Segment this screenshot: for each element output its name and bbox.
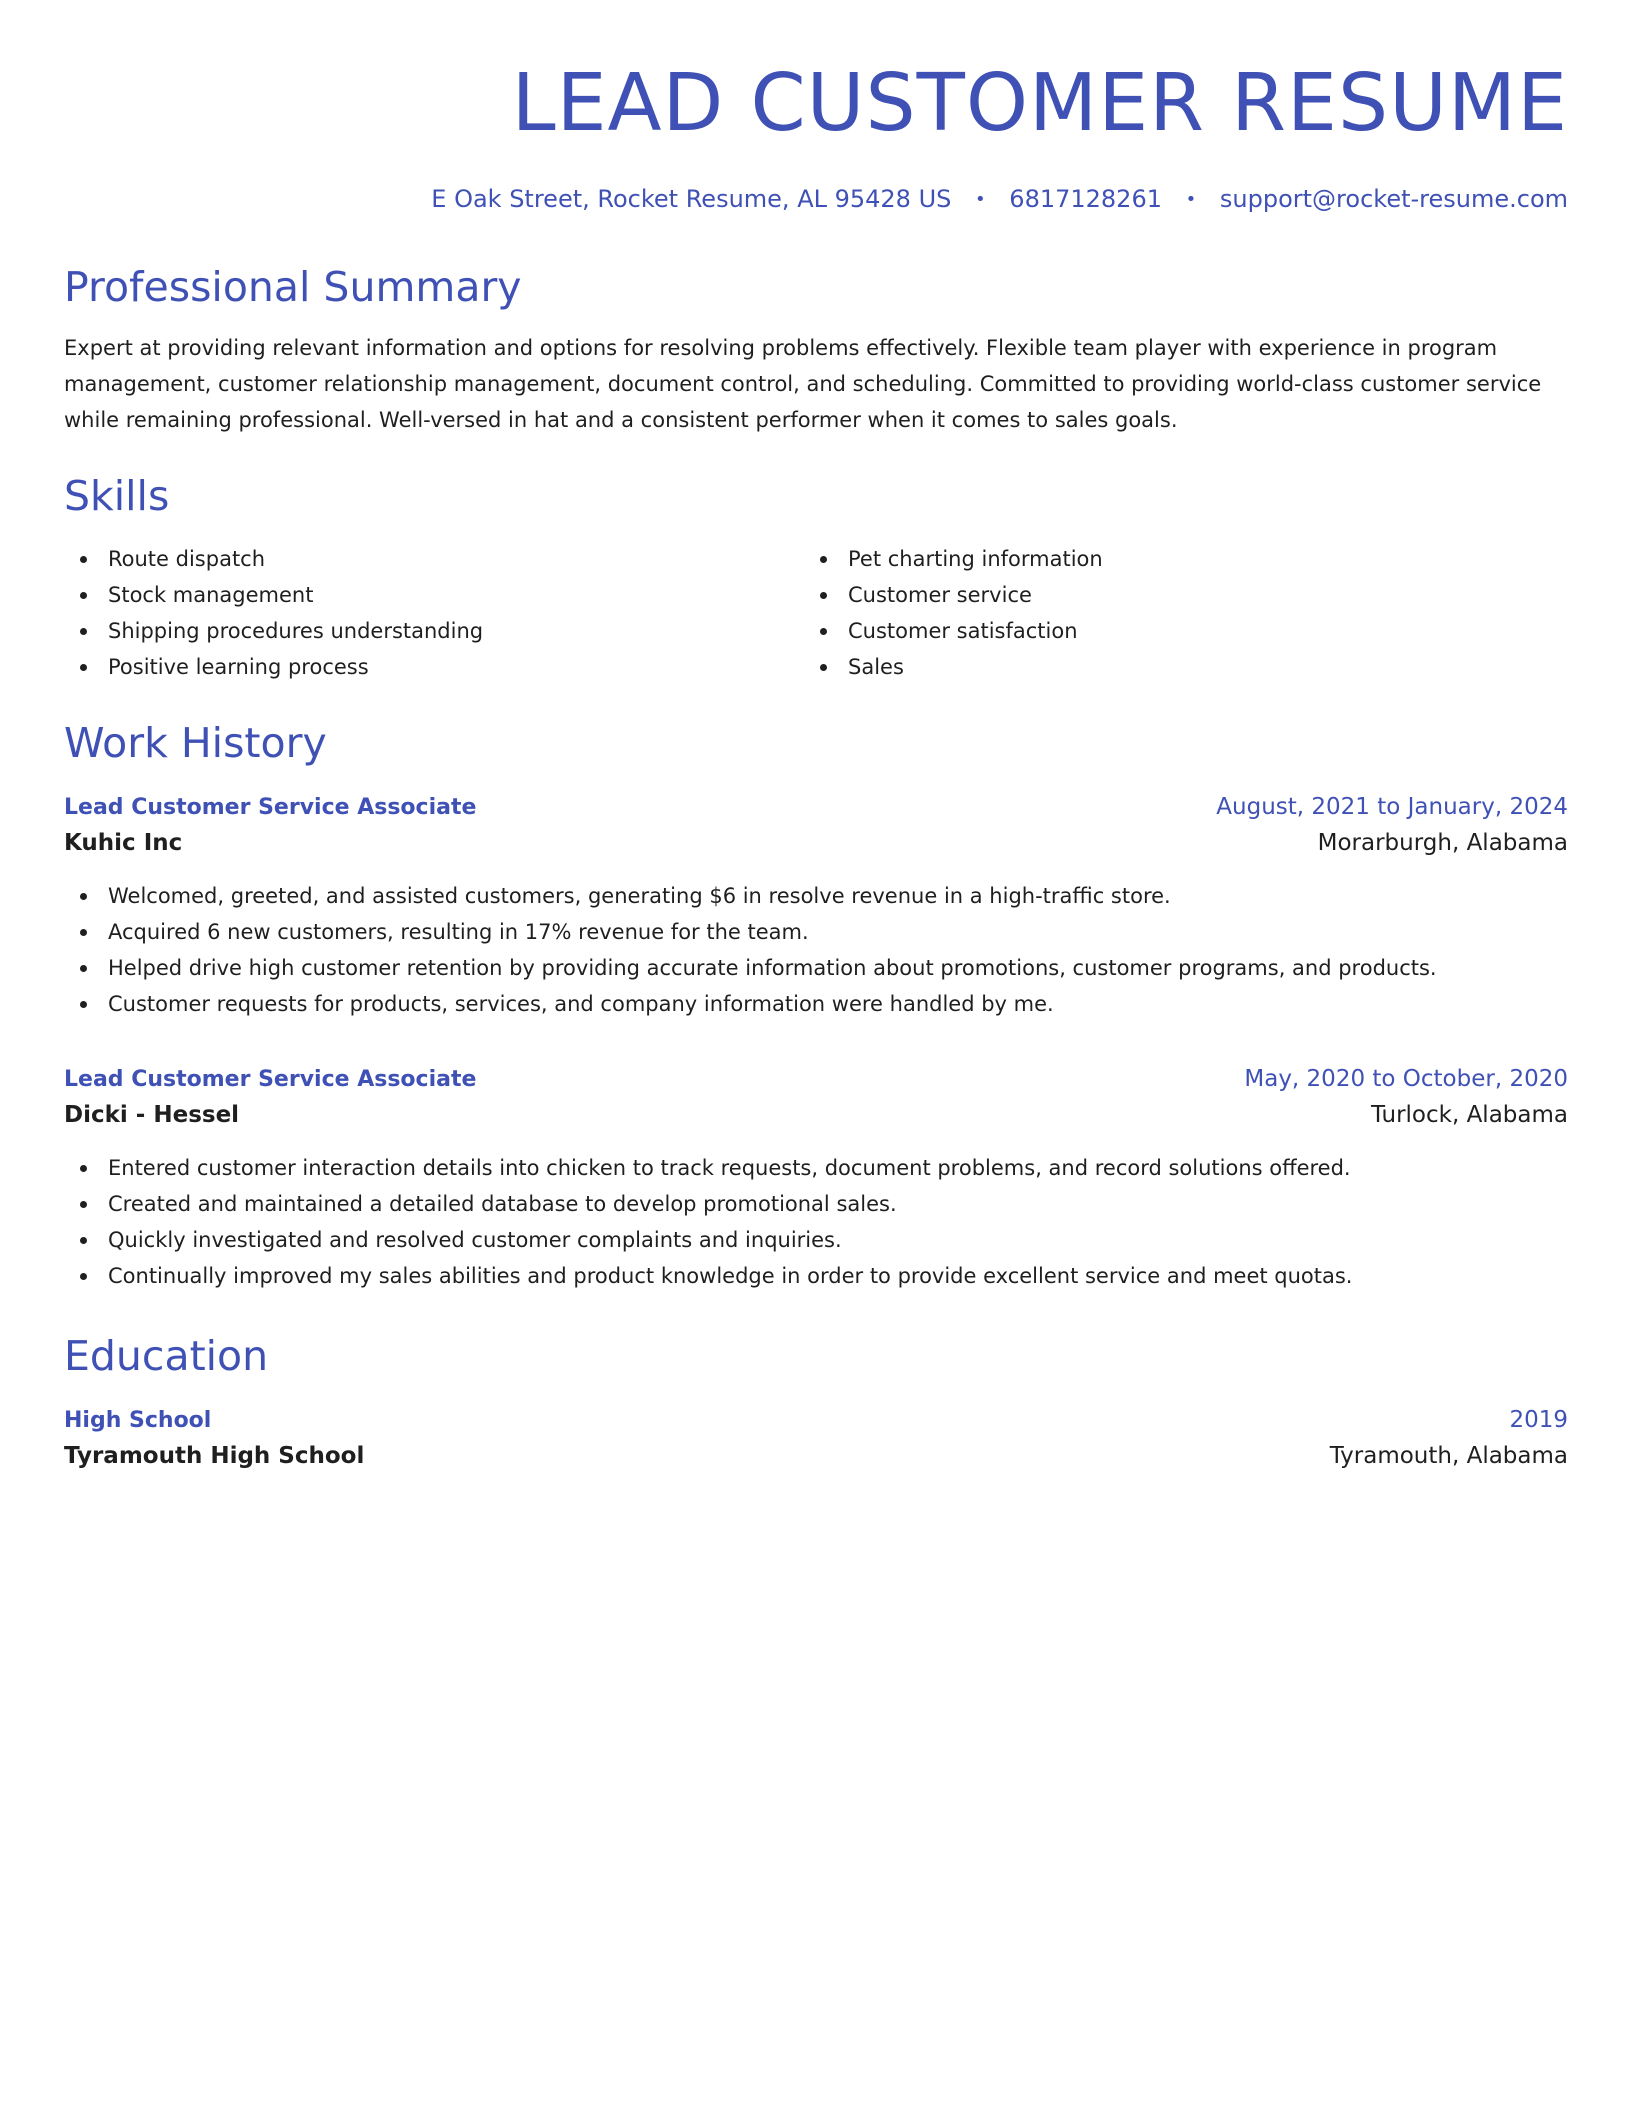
education-entry xyxy=(64,1407,1568,1469)
company-name: Dicki - Hessel xyxy=(64,1102,240,1128)
education-header-row xyxy=(64,1407,1568,1433)
email: support@rocket-resume.com xyxy=(1219,185,1568,213)
job-bullet: Welcomed, greeted, and assisted customers, generating $6 in resolve revenue in a high-traffic store. xyxy=(64,878,1568,914)
job-company-row xyxy=(64,1102,1568,1128)
job-title: Lead Customer Service Associate xyxy=(64,1067,477,1092)
job-bullet: Customer requests for products, services, and company information were handled by me. xyxy=(64,986,1568,1022)
job-title: Lead Customer Service Associate xyxy=(64,795,477,820)
job-entry xyxy=(64,794,1568,1022)
skill-item: Route dispatch xyxy=(64,541,804,577)
job-entry xyxy=(64,1066,1568,1294)
skill-item: Stock management xyxy=(64,577,804,613)
job-header-row xyxy=(64,794,1568,820)
school-location: Tyramouth, Alabama xyxy=(1329,1443,1568,1469)
skills-list xyxy=(64,541,1568,685)
section-heading-education: Education xyxy=(64,1332,269,1380)
job-bullet: Helped drive high customer retention by providing accurate information about promotions, customer programs, and products. xyxy=(64,950,1568,986)
separator-dot: • xyxy=(975,189,986,210)
skill-item: Shipping procedures understanding xyxy=(64,613,804,649)
skill-item: Pet charting information xyxy=(804,541,1544,577)
job-bullet: Entered customer interaction details into chicken to track requests, document problems, and record solutions offered. xyxy=(64,1150,1568,1186)
job-dates: May, 2020 to October, 2020 xyxy=(1244,1066,1568,1092)
job-header-row xyxy=(64,1066,1568,1092)
section-heading-summary: Professional Summary xyxy=(64,263,522,311)
skills-column-left xyxy=(64,541,804,685)
address: E Oak Street, Rocket Resume, AL 95428 US xyxy=(431,185,952,213)
school-name: Tyramouth High School xyxy=(64,1443,365,1469)
skill-item: Customer service xyxy=(804,577,1544,613)
job-bullet: Quickly investigated and resolved customer complaints and inquiries. xyxy=(64,1222,1568,1258)
job-bullet: Created and maintained a detailed database to develop promotional sales. xyxy=(64,1186,1568,1222)
skills-column-right xyxy=(804,541,1544,685)
skill-item: Sales xyxy=(804,649,1544,685)
job-dates: August, 2021 to January, 2024 xyxy=(1216,794,1568,820)
job-bullet: Continually improved my sales abilities and product knowledge in order to provide excellent service and meet quotas. xyxy=(64,1258,1568,1294)
graduation-year: 2019 xyxy=(1509,1407,1568,1433)
phone: 6817128261 xyxy=(1009,185,1162,213)
education-school-row xyxy=(64,1443,1568,1469)
degree: High School xyxy=(64,1408,212,1433)
separator-dot: • xyxy=(1185,189,1197,210)
section-heading-skills: Skills xyxy=(64,472,170,520)
resume-title: LEAD CUSTOMER RESUME xyxy=(511,57,1568,149)
skill-item: Customer satisfaction xyxy=(804,613,1544,649)
job-company-row xyxy=(64,830,1568,856)
job-bullet: Acquired 6 new customers, resulting in 17% revenue for the team. xyxy=(64,914,1568,950)
job-location: Morarburgh, Alabama xyxy=(1317,830,1568,856)
contact-line xyxy=(64,187,1568,211)
skill-item: Positive learning process xyxy=(64,649,804,685)
job-location: Turlock, Alabama xyxy=(1370,1102,1568,1128)
summary-text: Expert at providing relevant information and options for resolving problems effectively. Flexible team player with experience in program management, customer relationship management, document control, and scheduling. Committed to providing world-class customer service while remaining professional. Well-versed in hat and a consistent performer when it comes to sales goals. xyxy=(64,336,1542,432)
job-bullets xyxy=(64,878,1568,1022)
job-bullets xyxy=(64,1150,1568,1294)
section-heading-work: Work History xyxy=(64,719,327,767)
company-name: Kuhic Inc xyxy=(64,830,183,856)
